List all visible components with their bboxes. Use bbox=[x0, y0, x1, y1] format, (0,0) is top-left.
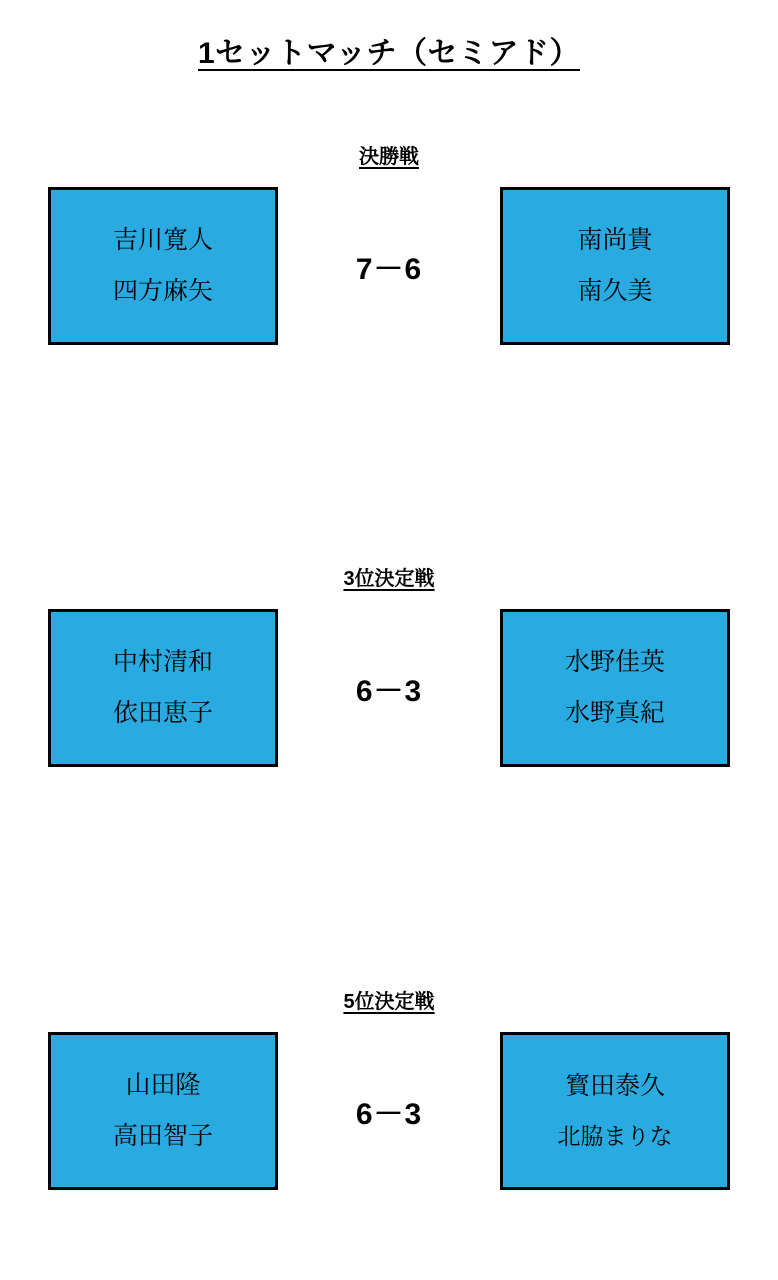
player-name: 四方麻矢 bbox=[112, 277, 213, 305]
player-name: 北脇まりな bbox=[557, 1123, 673, 1149]
page-title: 1セットマッチ（セミアド） bbox=[198, 37, 580, 70]
player-name: 吉川寛人 bbox=[112, 226, 213, 254]
match-block-fifth-place bbox=[0, 985, 778, 1190]
round-label-final: 決勝戦 bbox=[359, 146, 419, 168]
player-name: 中村清和 bbox=[112, 648, 213, 676]
player-name: 山田隆 bbox=[125, 1071, 201, 1099]
team-box-final-left bbox=[48, 187, 278, 345]
player-name: 水野佳英 bbox=[564, 648, 665, 676]
player-name: 寳田泰久 bbox=[564, 1072, 665, 1100]
player-name: 南尚貴 bbox=[577, 226, 653, 254]
player-name: 水野真紀 bbox=[564, 699, 665, 727]
team-box-final-right bbox=[500, 187, 730, 345]
match-row-fifth-place bbox=[0, 1032, 778, 1190]
round-label-fifth-place: 5位決定戦 bbox=[343, 991, 435, 1013]
match-block-final bbox=[0, 140, 778, 345]
round-label-third-place: 3位決定戦 bbox=[343, 568, 435, 590]
match-score-third-place: 6－3 bbox=[355, 675, 423, 708]
player-name: 高田智子 bbox=[112, 1122, 213, 1150]
match-score-final: 7－6 bbox=[355, 253, 423, 286]
match-row-final bbox=[0, 187, 778, 345]
match-score-fifth-place: 6－3 bbox=[355, 1098, 423, 1131]
team-box-third-right bbox=[500, 609, 730, 767]
team-box-fifth-right bbox=[500, 1032, 730, 1190]
match-row-third-place bbox=[0, 609, 778, 767]
player-name: 南久美 bbox=[577, 277, 653, 305]
team-box-fifth-left bbox=[48, 1032, 278, 1190]
match-block-third-place bbox=[0, 562, 778, 767]
team-box-third-left bbox=[48, 609, 278, 767]
player-name: 依田恵子 bbox=[112, 699, 213, 727]
